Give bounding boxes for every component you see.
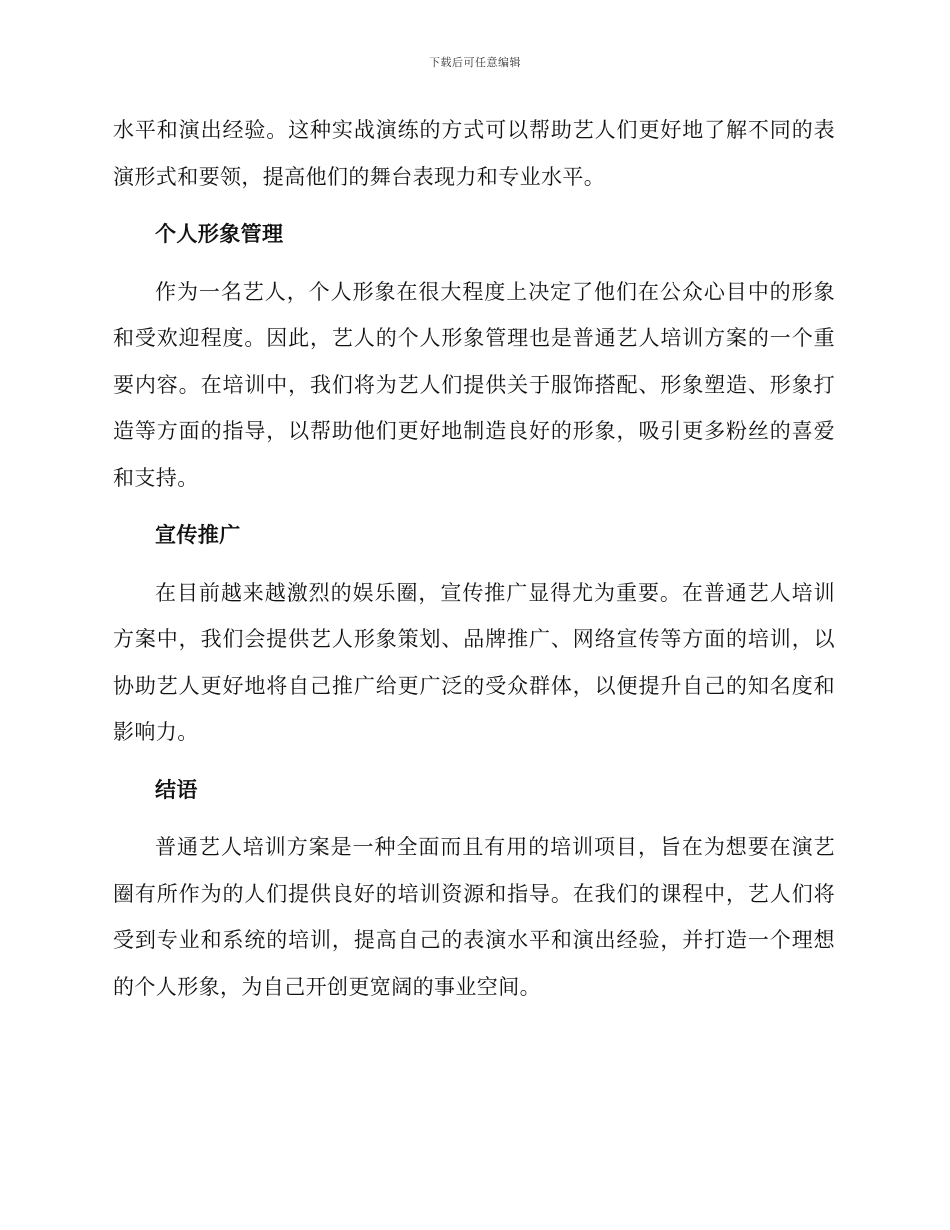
document-body xyxy=(113,107,835,1021)
paragraph-conclusion: 普通艺人培训方案是一种全面而且有用的培训项目，旨在为想要在演艺圈有所作为的人们提供良好的培训资源和指导。在我们的课程中，艺人们将受到专业和系统的培训，提高自己的表演水平和演出经验，并打造一个理想的个人形象，为自己开创更宽阔的事业空间。 xyxy=(113,835,835,999)
section-heading-conclusion: 结语 xyxy=(155,777,198,802)
page-header-note: 下载后可任意编辑 xyxy=(429,56,521,69)
paragraph-promotion: 在目前越来越激烈的娱乐圈，宣传推广显得尤为重要。在普通艺人培训方案中，我们会提供艺人形象策划、品牌推广、网络宣传等方面的培训，以协助艺人更好地将自己推广给更广泛的受众群体，以便提升自己的知名度和影响力。 xyxy=(113,580,835,744)
paragraph-image-management: 作为一名艺人，个人形象在很大程度上决定了他们在公众心目中的形象和受欢迎程度。因此，艺人的个人形象管理也是普通艺人培训方案的一个重要内容。在培训中，我们将为艺人们提供关于服饰搭配、形象塑造、形象打造等方面的指导，以帮助他们更好地制造良好的形象，吸引更多粉丝的喜爱和支持。 xyxy=(113,279,835,490)
section-heading-image-management: 个人形象管理 xyxy=(155,222,284,246)
paragraph-continued: 水平和演出经验。这种实战演练的方式可以帮助艺人们更好地了解不同的表演形式和要领，提高他们的舞台表现力和专业水平。 xyxy=(113,118,835,189)
section-heading-promotion: 宣传推广 xyxy=(155,523,241,547)
